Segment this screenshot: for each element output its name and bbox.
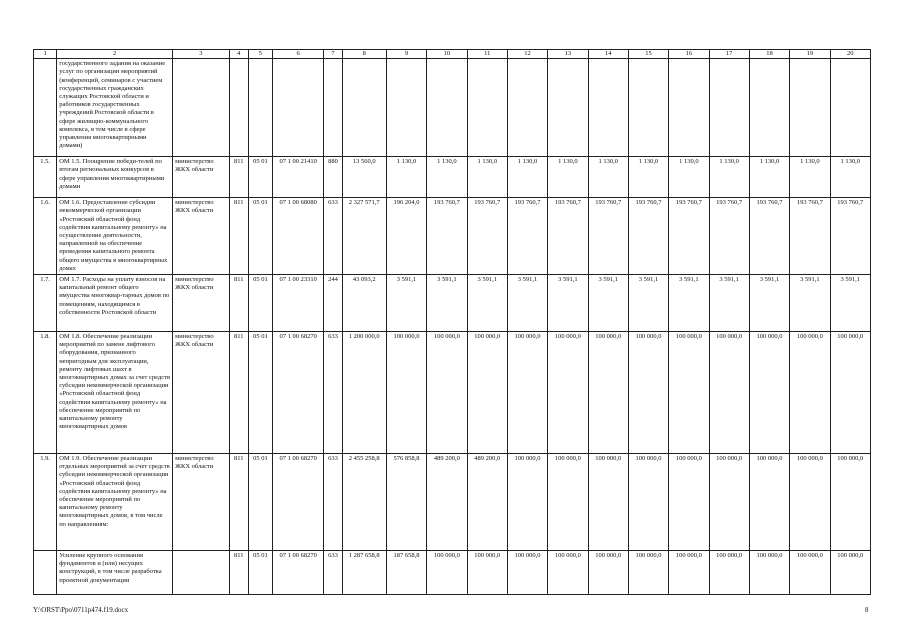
code-target: 07 1 00 21410 <box>272 157 323 198</box>
code-expense-type: 633 <box>324 551 342 595</box>
year-amount: 100 000,0 <box>628 551 668 595</box>
year-amount: 1 130,0 <box>386 157 426 198</box>
year-amount: 3 591,1 <box>709 275 749 332</box>
year-amount: 100 000,0 <box>386 332 426 454</box>
total-amount: 43 093,2 <box>342 275 386 332</box>
total-amount: 2 455 258,8 <box>342 454 386 551</box>
year-amount: 100 000,0 <box>830 551 871 595</box>
year-amount: 489 200,0 <box>467 454 507 551</box>
continuation-text: государственного задания на оказание услуг по организации мероприятий (конференций, семинаров с участием государственных гражданских служащих Ростовской области и работников государственных учреждений Ростовской области в сфере жилищно-коммунального комплекса, в том числе в сфере управления многоквартирными домами) <box>57 59 173 157</box>
activity-name: ОМ 1.9. Обеспечение реализации отдельных мероприятий за счет средств субсидии некоммерческой организации «Ростовский областной фонд содействия капитальному ремонту» на обеспечение мероприятий по капитальному ремонту многоквартирных домов, в том числе по направлениям: <box>57 454 173 551</box>
code-expense-type: 244 <box>324 275 342 332</box>
year-amount: 100 000,0 <box>669 551 709 595</box>
year-amount: 100 000,0 <box>628 332 668 454</box>
year-amount: 100 000,0 <box>507 454 547 551</box>
code-target: 07 1 00 68270 <box>272 551 323 595</box>
year-amount: 3 591,1 <box>628 275 668 332</box>
year-amount: 3 591,1 <box>427 275 467 332</box>
executor: министерство ЖКХ области <box>173 454 229 551</box>
total-amount: 1 287 658,8 <box>342 551 386 595</box>
table-row <box>34 454 871 551</box>
year-amount: 100 000,0 <box>749 551 789 595</box>
budget-table <box>33 49 871 595</box>
year-amount: 193 760,7 <box>830 198 871 275</box>
year-amount: 1 130,0 <box>830 157 871 198</box>
column-number-5: 5 <box>248 50 272 59</box>
year-amount: 100 000,0 <box>548 454 588 551</box>
year-amount: 100 000,0 <box>709 332 749 454</box>
year-amount: 193 760,7 <box>709 198 749 275</box>
column-number-12: 12 <box>507 50 547 59</box>
code-section: 05 01 <box>248 275 272 332</box>
year-amount: 100 000,0 <box>749 332 789 454</box>
code-ministry: 811 <box>229 551 248 595</box>
column-number-16: 16 <box>669 50 709 59</box>
year-amount: 576 858,8 <box>386 454 426 551</box>
activity-name: ОМ 1.8. Обеспечение реализации мероприятий по замене лифтового оборудования, признанного непригодным для эксплуатации, ремонту лифтовых шахт в многоквартирных домах за счет средств субсидии некоммерческой организации «Ростовский областной фонд содействия капитальному ремонту» на обеспечение мероприятий по капитальному ремонту многоквартирных домов <box>57 332 173 454</box>
column-number-7: 7 <box>324 50 342 59</box>
footer-page-number: 8 <box>865 606 869 614</box>
footer-file-path: Y:\ORST\Ppo\0711p474.f19.docx <box>33 606 129 614</box>
row-number: 1.9. <box>34 454 57 551</box>
year-amount: 100 000,0 <box>790 551 830 595</box>
column-number-13: 13 <box>548 50 588 59</box>
total-amount: 1 200 000,0 <box>342 332 386 454</box>
year-amount: 100 000,0 <box>548 551 588 595</box>
column-number-2: 2 <box>57 50 173 59</box>
code-target: 07 1 00 68270 <box>272 454 323 551</box>
code-expense-type: 633 <box>324 332 342 454</box>
code-expense-type: 880 <box>324 157 342 198</box>
year-amount: 100 000,0 <box>467 551 507 595</box>
total-amount: 2 327 571,7 <box>342 198 386 275</box>
year-amount: 1 130,0 <box>467 157 507 198</box>
continuation-row <box>34 59 871 157</box>
total-amount: 13 560,0 <box>342 157 386 198</box>
table-row <box>34 157 871 198</box>
year-amount: 193 760,7 <box>588 198 628 275</box>
code-section: 05 01 <box>248 157 272 198</box>
year-amount: 3 591,1 <box>548 275 588 332</box>
code-ministry: 811 <box>229 332 248 454</box>
year-amount: 1 130,0 <box>427 157 467 198</box>
year-amount: 3 591,1 <box>830 275 871 332</box>
year-amount: 193 760,7 <box>628 198 668 275</box>
executor <box>173 551 229 595</box>
year-amount: 3 591,1 <box>749 275 789 332</box>
column-number-19: 19 <box>790 50 830 59</box>
column-number-3: 3 <box>173 50 229 59</box>
code-expense-type: 633 <box>324 198 342 275</box>
year-amount: 100 000,0 <box>790 332 830 454</box>
column-number-17: 17 <box>709 50 749 59</box>
year-amount: 196 204,0 <box>386 198 426 275</box>
year-amount: 100 000,0 <box>749 454 789 551</box>
row-number: 1.8. <box>34 332 57 454</box>
row-number: 1.5. <box>34 157 57 198</box>
row-number: 1.6. <box>34 198 57 275</box>
year-amount: 193 760,7 <box>669 198 709 275</box>
table-row <box>34 198 871 275</box>
code-ministry: 811 <box>229 157 248 198</box>
executor: министерство ЖКХ области <box>173 157 229 198</box>
column-number-14: 14 <box>588 50 628 59</box>
year-amount: 100 000,0 <box>467 332 507 454</box>
year-amount: 100 000,0 <box>628 454 668 551</box>
year-amount: 1 130,0 <box>507 157 547 198</box>
code-target: 07 1 00 68270 <box>272 332 323 454</box>
code-ministry: 811 <box>229 275 248 332</box>
table-body <box>34 50 871 595</box>
column-number-10: 10 <box>427 50 467 59</box>
column-number-20: 20 <box>830 50 871 59</box>
table-row <box>34 332 871 454</box>
year-amount: 187 658,8 <box>386 551 426 595</box>
column-number-11: 11 <box>467 50 507 59</box>
year-amount: 1 130,0 <box>749 157 789 198</box>
year-amount: 100 000,0 <box>588 551 628 595</box>
table-row <box>34 275 871 332</box>
activity-name: Усиление крупного основания фундаментов и (или) несущих конструкций, в том числе разработка проектной документации <box>57 551 173 595</box>
year-amount: 1 130,0 <box>790 157 830 198</box>
year-amount: 193 760,7 <box>790 198 830 275</box>
code-target: 07 1 00 23310 <box>272 275 323 332</box>
activity-name: ОМ 1.6. Предоставление субсидии некоммерческой организации «Ростовский областной фонд содействия капитальному ремонту» на осуществление деятельности, направленной на обеспечение проведения капитального ремонта общего имущества в многоквартирных домах <box>57 198 173 275</box>
column-number-15: 15 <box>628 50 668 59</box>
table-row <box>34 551 871 595</box>
code-section: 05 01 <box>248 454 272 551</box>
year-amount: 489 200,0 <box>427 454 467 551</box>
executor: министерство ЖКХ области <box>173 198 229 275</box>
year-amount: 3 591,1 <box>386 275 426 332</box>
row-number <box>34 551 57 595</box>
year-amount: 100 000,0 <box>709 551 749 595</box>
year-amount: 100 000,0 <box>709 454 749 551</box>
activity-name: ОМ 1.7. Расходы на уплату взносов на капитальный ремонт общего имущества многоквар-тарных домов по помещениям, находящимся в собственности Ростовской области <box>57 275 173 332</box>
column-number-6: 6 <box>272 50 323 59</box>
cell-no <box>34 59 57 157</box>
year-amount: 193 760,7 <box>467 198 507 275</box>
year-amount: 3 591,1 <box>507 275 547 332</box>
year-amount: 1 130,0 <box>548 157 588 198</box>
year-amount: 100 000,0 <box>588 454 628 551</box>
year-amount: 1 130,0 <box>669 157 709 198</box>
year-amount: 100 000,0 <box>790 454 830 551</box>
column-number-row <box>34 50 871 59</box>
year-amount: 100 000,0 <box>669 332 709 454</box>
code-ministry: 811 <box>229 454 248 551</box>
column-number-8: 8 <box>342 50 386 59</box>
year-amount: 100 000,0 <box>830 454 871 551</box>
code-ministry: 811 <box>229 198 248 275</box>
code-target: 07 1 00 68080 <box>272 198 323 275</box>
year-amount: 193 760,7 <box>749 198 789 275</box>
code-section: 05 01 <box>248 332 272 454</box>
column-number-1: 1 <box>34 50 57 59</box>
year-amount: 100 000,0 <box>548 332 588 454</box>
year-amount: 100 000,0 <box>427 551 467 595</box>
year-amount: 1 130,0 <box>709 157 749 198</box>
activity-name: ОМ 1.5. Поощрение победи-телей по итогам региональных конкурсов в сфере управления многоквартирными домами <box>57 157 173 198</box>
column-number-4: 4 <box>229 50 248 59</box>
year-amount: 100 000,0 <box>588 332 628 454</box>
year-amount: 3 591,1 <box>467 275 507 332</box>
year-amount: 3 591,1 <box>588 275 628 332</box>
code-expense-type: 633 <box>324 454 342 551</box>
year-amount: 100 000,0 <box>427 332 467 454</box>
row-number: 1.7. <box>34 275 57 332</box>
column-number-9: 9 <box>386 50 426 59</box>
code-section: 05 01 <box>248 551 272 595</box>
executor: министерство ЖКХ области <box>173 275 229 332</box>
code-section: 05 01 <box>248 198 272 275</box>
executor: министерство ЖКХ области <box>173 332 229 454</box>
year-amount: 3 591,1 <box>669 275 709 332</box>
column-number-18: 18 <box>749 50 789 59</box>
year-amount: 100 000,0 <box>507 551 547 595</box>
year-amount: 100 000,0 <box>830 332 871 454</box>
year-amount: 193 760,7 <box>548 198 588 275</box>
year-amount: 1 130,0 <box>588 157 628 198</box>
year-amount: 1 130,0 <box>628 157 668 198</box>
year-amount: 100 000,0 <box>507 332 547 454</box>
year-amount: 193 760,7 <box>507 198 547 275</box>
year-amount: 100 000,0 <box>669 454 709 551</box>
year-amount: 3 591,1 <box>790 275 830 332</box>
year-amount: 193 760,7 <box>427 198 467 275</box>
